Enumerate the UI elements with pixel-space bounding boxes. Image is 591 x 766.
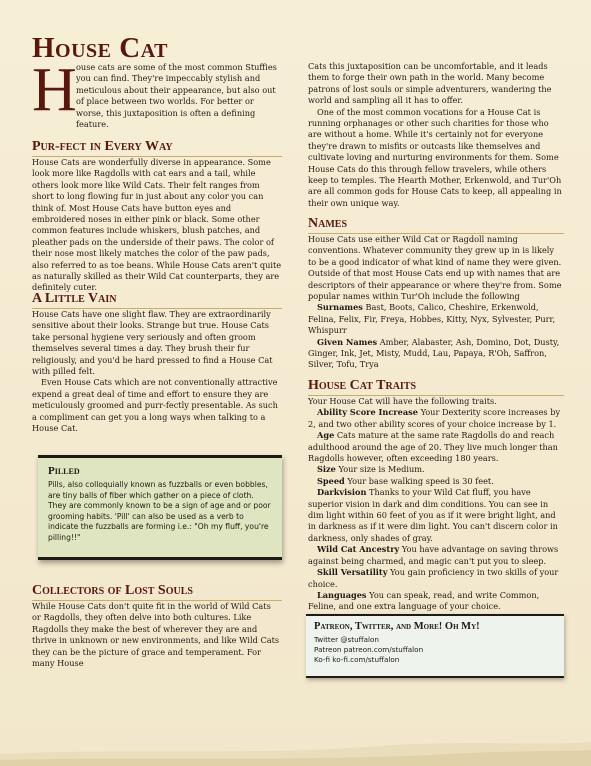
trait-text: Thanks to your Wild Cat fluff, you have superior vision in dark and dim conditions. You can see in dim light within 60 feet of you as if it were bright light, and in darkness as if it were dim light. You can't discern color in darkness, only shades of gray. xyxy=(308,487,558,543)
intro-block xyxy=(32,56,282,130)
trait-label: Wild Cat Ancestry xyxy=(317,544,400,555)
heading-collectors: Collectors of Lost Souls xyxy=(32,584,282,601)
trait-item xyxy=(308,567,564,590)
drop-cap: H xyxy=(32,56,77,124)
vain-p2: Even House Cats which are not conventionally attractive expend a great deal of time and effort to ensure they are meticulously groomed and purr-fectly presentable. As such a compliment can get you a long ways when talking to a House Cat. xyxy=(32,377,278,434)
trait-label: Darkvision xyxy=(317,487,367,498)
trait-label: Size xyxy=(317,464,336,475)
right-top-p1: Cats this juxtaposition can be uncomfortable, and it leads them to forge their own path in the world. Many become patrons of lost souls or simple adventurers, wandering the world and sampling all it has to offer. xyxy=(308,61,552,106)
trait-text: You have advantage on saving throws against being charmed, and magic can't put you to sleep. xyxy=(308,544,559,566)
traits-intro: Your House Cat will have the following traits. xyxy=(308,396,497,406)
trait-item xyxy=(308,590,564,613)
surnames-text: Bast, Boots, Calico, Cheshire, Erkenwold, Felina, Felix, Fir, Freya, Hobbes, Kitty, Nyx, Sylvester, Purr, Whispurr xyxy=(308,302,556,336)
surnames-line xyxy=(308,302,564,336)
right-top-block xyxy=(308,61,564,209)
trait-text: You can speak, read, and write Common, Feline, and one extra language of your choice. xyxy=(308,589,540,612)
pilled-text: Pills, also colloquially known as fuzzballs or even bobbles, are tiny balls of fiber which gather on a piece of cloth. They are commonly known to be a sign of age and or poor grooming habits. 'Pill' can also be used as a verb to indicate the fuzzballs are forming i.e.: "Oh my fluff, you're pilling!!" xyxy=(48,480,271,542)
right-top-p2: One of the most common vocations for a House Cat is running orphanages or other such charities for those who are without a home. While it's certainly not for everyone they're drawn to misfits or outcasts like themselves and cultivate loving and nurturing environments for them. Some House Cats do this through fellow travelers, while others keep to temples. The Hearth Mother, Erkenwold, and Tur'Oh are all common gods for House Cats to keep, all appealing in their own unique way. xyxy=(308,106,562,208)
footer-decoration xyxy=(0,716,591,766)
heading-purfect: Pur-fect in Every Way xyxy=(32,140,282,157)
names-block xyxy=(308,234,564,371)
trait-text: Your size is Medium. xyxy=(338,464,425,475)
trait-item xyxy=(308,476,564,487)
given-names-line xyxy=(308,337,564,371)
pilled-heading: Pilled xyxy=(48,465,80,477)
social-patreon: Patreon patreon.com/stuffalon xyxy=(314,645,424,654)
trait-label: Ability Score Increase xyxy=(317,407,418,418)
collectors-text: While House Cats don't quite fit in the world of Wild Cats or Ragdolls, they often delve into both cultures. Like Ragdolls they make the best of wherever they are and thrive in unknown or new environments, and like Wild Cats they can be the picture of grace and temperament. For many House xyxy=(32,601,280,669)
trait-text: Cats mature at the same rate Ragdolls do and reach adulthood around the age of 20. They live much longer than Ragdolls however, often exceeding 180 years. xyxy=(308,430,558,464)
trait-item xyxy=(308,430,564,464)
collectors-block xyxy=(32,601,282,669)
traits-list xyxy=(308,407,564,612)
intro-text: ouse cats are some of the most common Stuffies you can find. They're impeccably stylish and meticulous about their appearance, but also out of place between two worlds. For better or worse, this juxtaposition is often a defining feature. xyxy=(76,62,277,130)
trait-label: Skill Versatility xyxy=(317,567,388,578)
vain-p1: House Cats have one slight flaw. They are extraordinarily sensitive about their looks. Strange but true. House Cats take personal hygiene very seriously and often groom themselves several times a day. They brush their fur religiously, and you'd be hard pressed to find a House Cat with pilled felt. xyxy=(32,309,273,377)
trait-label: Languages xyxy=(317,589,367,600)
surnames-label: Surnames xyxy=(317,302,363,313)
trait-text: Your base walking speed is 30 feet. xyxy=(347,475,494,486)
heading-names: Names xyxy=(308,217,564,234)
traits-block xyxy=(308,396,564,613)
pilled-note xyxy=(38,455,282,560)
given-names-text: Amber, Alabaster, Ash, Domino, Dot, Dusty, Ginger, Ink, Jet, Misty, Mudd, Lau, Papaya, R'Oh, Saffron, Silver, Tofu, Trya xyxy=(308,336,560,370)
given-names-label: Given Names xyxy=(317,336,378,347)
trait-item xyxy=(308,544,564,567)
heading-traits: House Cat Traits xyxy=(308,379,564,396)
social-twitter: Twitter @stuffalon xyxy=(314,635,379,644)
page-title: House Cat xyxy=(32,32,169,64)
trait-text: You gain proficiency in two skills of your choice. xyxy=(308,567,559,589)
trait-item xyxy=(308,487,564,544)
trait-item xyxy=(308,464,564,475)
heading-vain: A Little Vain xyxy=(32,292,282,309)
trait-text: Your Dexterity score increases by 2, and two other ability scores of your choice increase by 1. xyxy=(308,407,561,429)
trait-item xyxy=(308,407,564,430)
trait-label: Speed xyxy=(317,475,345,486)
social-note xyxy=(306,614,564,678)
social-heading: Patreon, Twitter, and More! Oh My! xyxy=(314,621,480,632)
purfect-block xyxy=(32,157,282,294)
vain-block xyxy=(32,309,282,434)
purfect-text: House Cats are wonderfully diverse in appearance. Some look more like Ragdolls with cat ears and a tail, while others look more like Wild Cats. Their felt ranges from short to long flowing fur in just about any color you can think of. Most House Cats have button eyes and embroidered noses in either pink or black. Some other common features include whiskers, blush patches, and pleather pads on the underside of their paws. The color of their nose most likely matches the color of the paw pads, also referred to as toe beans. While House Cats aren't quite as naturally skilled as their Wild Cat counterparts, they are definitely cuter. xyxy=(32,157,282,293)
names-p1: House Cats use either Wild Cat or Ragdoll naming conventions. Whatever community they grew up in is likely to be a good indicator of what kind of name they were given. Outside of that most House Cats end up with names that are descriptors of their appearance or where they're from. Some popular names within Tur'Oh include the following xyxy=(308,234,562,302)
trait-label: Age xyxy=(317,430,335,441)
social-kofi: Ko-fi ko-fi.com/stuffalon xyxy=(314,655,400,664)
